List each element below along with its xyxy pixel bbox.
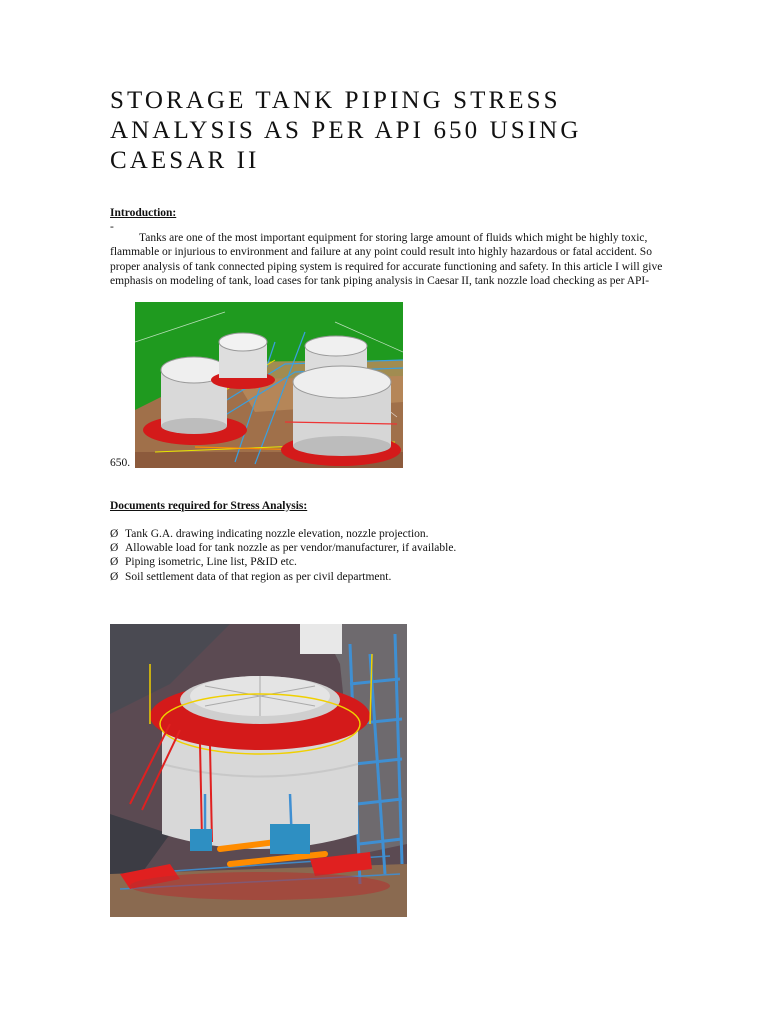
list-item-text: Tank G.A. drawing indicating nozzle elevation, nozzle projection. xyxy=(125,528,429,540)
list-item xyxy=(110,570,456,584)
bullet-symbol: Ø xyxy=(110,570,119,583)
bullet-symbol: Ø xyxy=(110,556,119,569)
title-line-2: ANALYSIS AS PER API 650 USING xyxy=(110,117,582,144)
list-item xyxy=(110,541,456,555)
list-item-text: Piping isometric, Line list, P&ID etc. xyxy=(125,556,297,569)
introduction-dash: - xyxy=(110,221,114,233)
documents-required-list xyxy=(110,527,456,584)
list-item xyxy=(110,527,456,541)
introduction-continuation: 650. xyxy=(110,457,131,469)
bullet-symbol: Ø xyxy=(110,528,119,540)
bullet-symbol: Ø xyxy=(110,542,119,555)
document-title xyxy=(110,86,670,176)
title-line-3: CAESAR II xyxy=(110,147,260,174)
introduction-paragraph: Tanks are one of the most important equipment for storing large amount of fluids which might be highly toxic, flammable or injurious to environment and failure at any point could result into highly hazardous or fatal accident. So proper analysis of tank connected piping system is required for accurate functioning and safety. In this article I will give emphasis on modeling of tank, load cases for tank piping analysis in Caesar II, tank nozzle load checking as per API- xyxy=(110,232,663,287)
list-item-text: Allowable load for tank nozzle as per vendor/manufacturer, if available. xyxy=(125,542,457,555)
list-item-text: Soil settlement data of that region as per civil department. xyxy=(125,570,392,583)
introduction-heading: Introduction: xyxy=(110,207,177,219)
documents-required-heading: Documents required for Stress Analysis: xyxy=(110,500,308,512)
list-item xyxy=(110,555,456,569)
tank-closeup-render-image xyxy=(110,624,407,917)
storage-tanks-render-image xyxy=(135,302,403,468)
title-line-1: STORAGE TANK PIPING STRESS xyxy=(110,87,561,114)
